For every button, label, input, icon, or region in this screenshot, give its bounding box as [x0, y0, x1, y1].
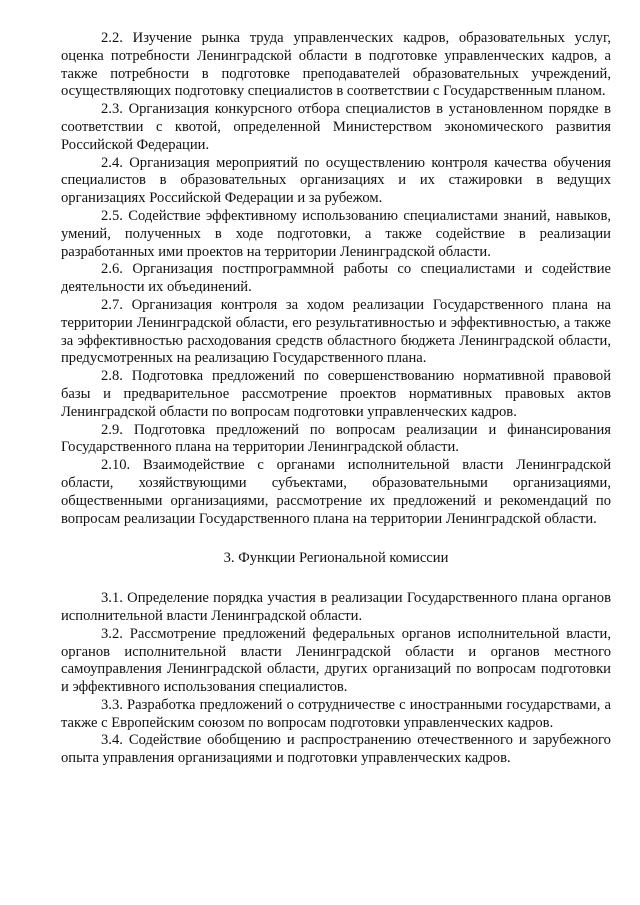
document-page	[61, 30, 611, 768]
item-text: Содействие обобщению и распространению отечественного и зарубежного опыта управления организациями и подготовки управленческих кадров.	[61, 732, 611, 767]
item-text: Подготовка предложений по совершенствованию нормативной правовой базы и предварительное рассмотрение проектов нормативных правовых актов Ленинградской области по вопросам подготовки управленческих кадров.	[61, 368, 612, 420]
paragraph-3-4	[61, 732, 611, 768]
section-3-list	[61, 590, 611, 768]
item-text: Подготовка предложений по вопросам реализации и финансирования Государственного плана на территории Ленинградской области.	[61, 421, 611, 456]
item-number: 2.6.	[101, 261, 123, 278]
item-number: 3.2.	[101, 625, 123, 642]
item-text: Разработка предложений о сотрудничестве с иностранными государствами, а также с Европейским союзом по вопросам подготовки управленческих кадров.	[61, 696, 611, 731]
item-text: Рассмотрение предложений федеральных органов исполнительной власти, органов исполнительной власти Ленинградской области и органов местного самоуправления Ленинградской области, других организаций по вопросам подготовки и эффективного использования специалистов.	[61, 625, 611, 696]
paragraph-2-2	[61, 30, 611, 101]
item-number: 3.3.	[101, 696, 123, 713]
paragraph-2-7	[61, 297, 611, 368]
item-number: 2.9.	[101, 421, 123, 438]
item-number: 2.8.	[101, 368, 123, 385]
item-text: Организация мероприятий по осуществлению контроля качества обучения специалистов в образовательных организациях и их стажировки в ведущих организациях Российской Федерации и за рубежом.	[61, 154, 612, 207]
paragraph-3-3	[61, 697, 611, 733]
item-number: 2.5.	[101, 207, 123, 224]
item-text: Организация контроля за ходом реализации Государственного плана на территории Ленинградской области, его результативностью и эффективностью, а также за эффективностью расходования средств областного бюджета Ленинградской области, предусмотренных на реализацию Государственного плана.	[61, 296, 611, 367]
paragraph-3-1	[61, 590, 611, 626]
paragraph-2-4	[61, 155, 611, 208]
item-text: Взаимодействие с органами исполнительной власти Ленинградской области, хозяйствующими субъектами, образовательными организациями, общественными организациями, рассмотрение их предложений и рекомендаций по вопросам реализации Государственного плана на территории Ленинградской области.	[61, 457, 611, 527]
item-number: 2.3.	[101, 101, 123, 118]
item-text: Организация постпрограммной работы со специалистами и содействие деятельности их объединений.	[61, 261, 611, 296]
item-text: Содействие эффективному использованию специалистами знаний, навыков, умений, полученных в ходе подготовки, а также содействие в реализации разработанных ими проектов на территории Ленинградской области.	[61, 207, 612, 260]
section-3-heading: 3. Функции Региональной комиссии	[223, 550, 449, 567]
paragraph-2-6	[61, 261, 611, 297]
paragraph-2-10	[61, 457, 611, 528]
paragraph-2-9	[61, 422, 611, 458]
item-text: Организация конкурсного отбора специалистов в установленном порядке в соответствии с квотой, определенной Министерством экономического развития Российской Федерации.	[61, 101, 611, 153]
item-text: Определение порядка участия в реализации Государственного плана органов исполнительной власти Ленинградской области.	[61, 590, 611, 624]
item-number: 2.2.	[101, 30, 123, 46]
paragraph-2-8	[61, 368, 611, 421]
item-number: 2.7.	[101, 296, 123, 313]
item-number: 3.4.	[101, 732, 123, 749]
section-2-list	[61, 30, 611, 528]
item-text: Изучение рынка труда управленческих кадров, образовательных услуг, оценка потребности Ленинградской области в подготовке управленческих кадров, а также потребности в подготовке преподавателей образовательных учреждений, осуществляющих подготовку специалистов в соответствии с Государственным планом.	[61, 30, 611, 100]
paragraph-2-3	[61, 101, 611, 154]
item-number: 3.1.	[101, 590, 123, 607]
item-number: 2.10.	[101, 457, 131, 474]
paragraph-2-5	[61, 208, 611, 261]
item-number: 2.4.	[101, 154, 123, 171]
paragraph-3-2	[61, 626, 611, 697]
